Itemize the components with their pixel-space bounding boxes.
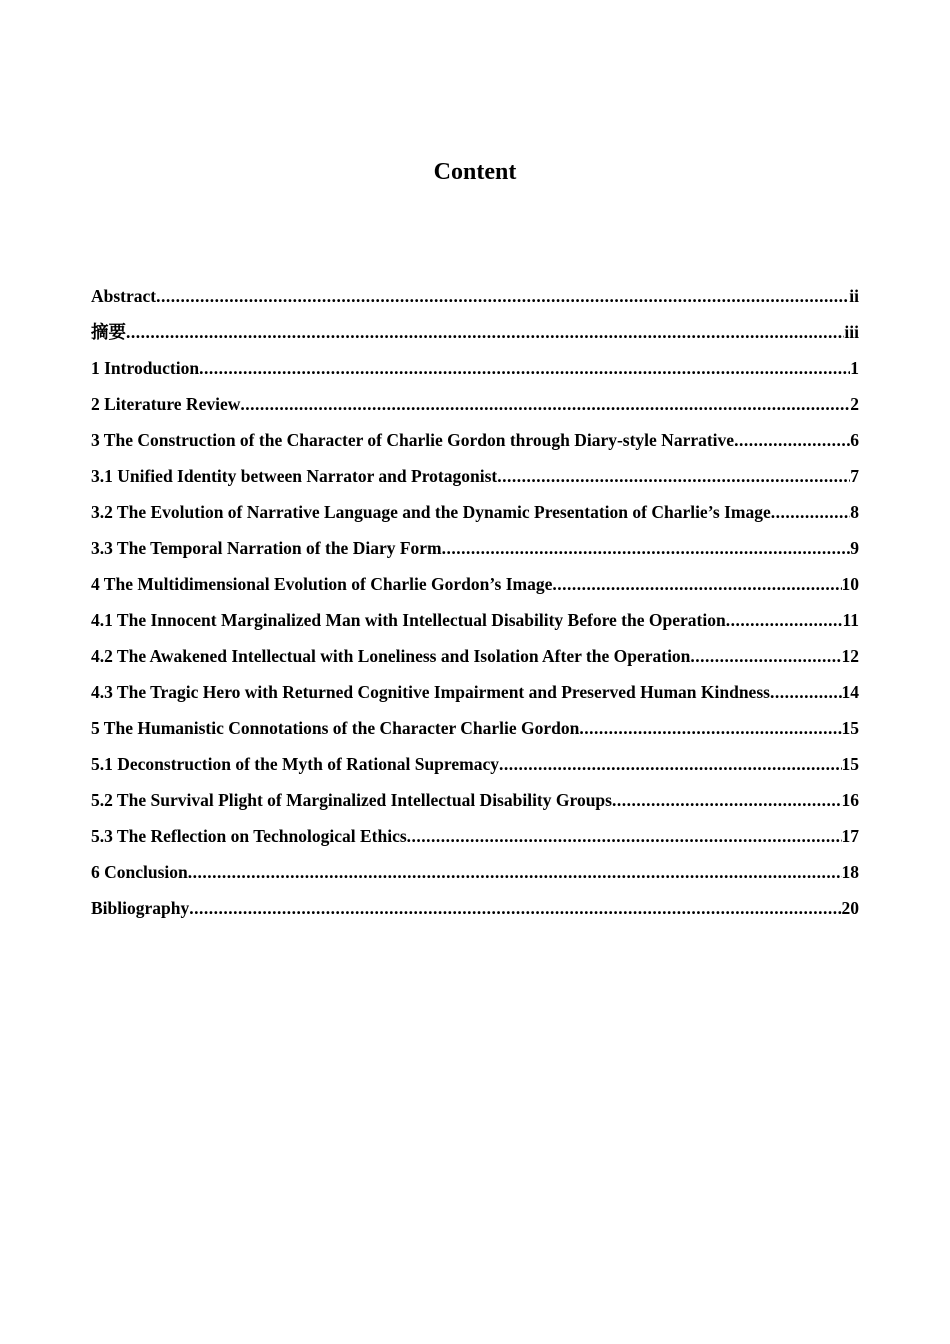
dot-leader: [552, 570, 841, 598]
toc-entry-label: 3.1 Unified Identity between Narrator and Protagonist: [91, 466, 498, 486]
dot-leader: [199, 354, 850, 382]
toc-entry-chapter-4[interactable]: [91, 570, 859, 606]
toc-entry-bibliography[interactable]: [91, 894, 859, 930]
toc-entry-page: 8: [850, 502, 859, 522]
toc-entry-page: 18: [841, 862, 859, 882]
toc-entry-chapter-5[interactable]: [91, 714, 859, 750]
toc-entry-page: 20: [841, 898, 859, 918]
toc-entry-page: 16: [841, 790, 859, 810]
toc-entry-section-3-1[interactable]: [91, 462, 859, 498]
toc-entry-page: 12: [841, 646, 859, 666]
toc-entry-label: 摘要: [91, 322, 126, 342]
toc-entry-label: 6 Conclusion: [91, 862, 188, 882]
toc-entry-label: 5.2 The Survival Plight of Marginalized Intellectual Disability Groups: [91, 790, 612, 810]
dot-leader: [612, 786, 842, 814]
toc-entry-chinese-abstract[interactable]: [91, 318, 859, 354]
dot-leader: [690, 642, 841, 670]
toc-entry-page: 15: [841, 718, 859, 738]
toc-entry-label: Bibliography: [91, 898, 190, 918]
dot-leader: [734, 426, 850, 454]
dot-leader: [189, 894, 841, 922]
toc-entry-section-5-1[interactable]: [91, 750, 859, 786]
toc-entry-section-3-3[interactable]: [91, 534, 859, 570]
toc-entry-page: 10: [841, 574, 859, 594]
toc-entry-label: 4.3 The Tragic Hero with Returned Cognitive Impairment and Preserved Human Kindness: [91, 682, 770, 702]
toc-entry-label: 5.1 Deconstruction of the Myth of Rational Supremacy: [91, 754, 499, 774]
toc-entry-page: 6: [850, 430, 859, 450]
dot-leader: [579, 714, 841, 742]
dot-leader: [240, 390, 850, 418]
dot-leader: [497, 462, 850, 490]
toc-entry-section-3-2[interactable]: [91, 498, 859, 534]
toc-entry-section-4-1[interactable]: [91, 606, 859, 642]
dot-leader: [188, 858, 842, 886]
table-of-contents: [91, 282, 859, 930]
toc-entry-label: 4 The Multidimensional Evolution of Charlie Gordon’s Image: [91, 574, 553, 594]
toc-entry-introduction[interactable]: [91, 354, 859, 390]
toc-entry-page: 14: [841, 682, 859, 702]
toc-entry-page: 7: [850, 466, 859, 486]
toc-entry-label: 4.1 The Innocent Marginalized Man with Intellectual Disability Before the Operation: [91, 610, 726, 630]
toc-entry-conclusion[interactable]: [91, 858, 859, 894]
toc-entry-page: ii: [849, 286, 859, 306]
toc-entry-section-4-2[interactable]: [91, 642, 859, 678]
dot-leader: [771, 498, 851, 526]
dot-leader: [770, 678, 842, 706]
toc-entry-label: 1 Introduction: [91, 358, 200, 378]
dot-leader: [499, 750, 842, 778]
dot-leader: [726, 606, 843, 634]
dot-leader: [407, 822, 842, 850]
dot-leader: [156, 282, 849, 310]
toc-entry-page: 2: [850, 394, 859, 414]
dot-leader: [126, 318, 844, 346]
page-title: Content: [433, 159, 517, 185]
toc-entry-label: 3 The Construction of the Character of Charlie Gordon through Diary-style Narrative: [91, 430, 735, 450]
toc-entry-label: 5.3 The Reflection on Technological Ethics: [91, 826, 407, 846]
toc-entry-literature-review[interactable]: [91, 390, 859, 426]
toc-entry-page: 9: [850, 538, 859, 558]
toc-entry-section-5-2[interactable]: [91, 786, 859, 822]
toc-entry-chapter-3[interactable]: [91, 426, 859, 462]
toc-entry-abstract[interactable]: [91, 282, 859, 318]
toc-entry-section-5-3[interactable]: [91, 822, 859, 858]
toc-entry-label: Abstract: [91, 286, 157, 306]
toc-entry-label: 3.3 The Temporal Narration of the Diary Form: [91, 538, 442, 558]
toc-entry-page: 15: [841, 754, 859, 774]
toc-entry-section-4-3[interactable]: [91, 678, 859, 714]
dot-leader: [442, 534, 851, 562]
toc-entry-page: iii: [844, 322, 859, 342]
toc-entry-label: 2 Literature Review: [91, 394, 241, 414]
toc-entry-label: 5 The Humanistic Connotations of the Character Charlie Gordon: [91, 718, 580, 738]
toc-entry-page: 17: [841, 826, 859, 846]
toc-entry-label: 3.2 The Evolution of Narrative Language and the Dynamic Presentation of Charlie’s Image: [91, 502, 771, 522]
toc-entry-page: 1: [850, 358, 859, 378]
toc-entry-page: 11: [842, 610, 859, 630]
toc-entry-label: 4.2 The Awakened Intellectual with Loneliness and Isolation After the Operation: [91, 646, 691, 666]
